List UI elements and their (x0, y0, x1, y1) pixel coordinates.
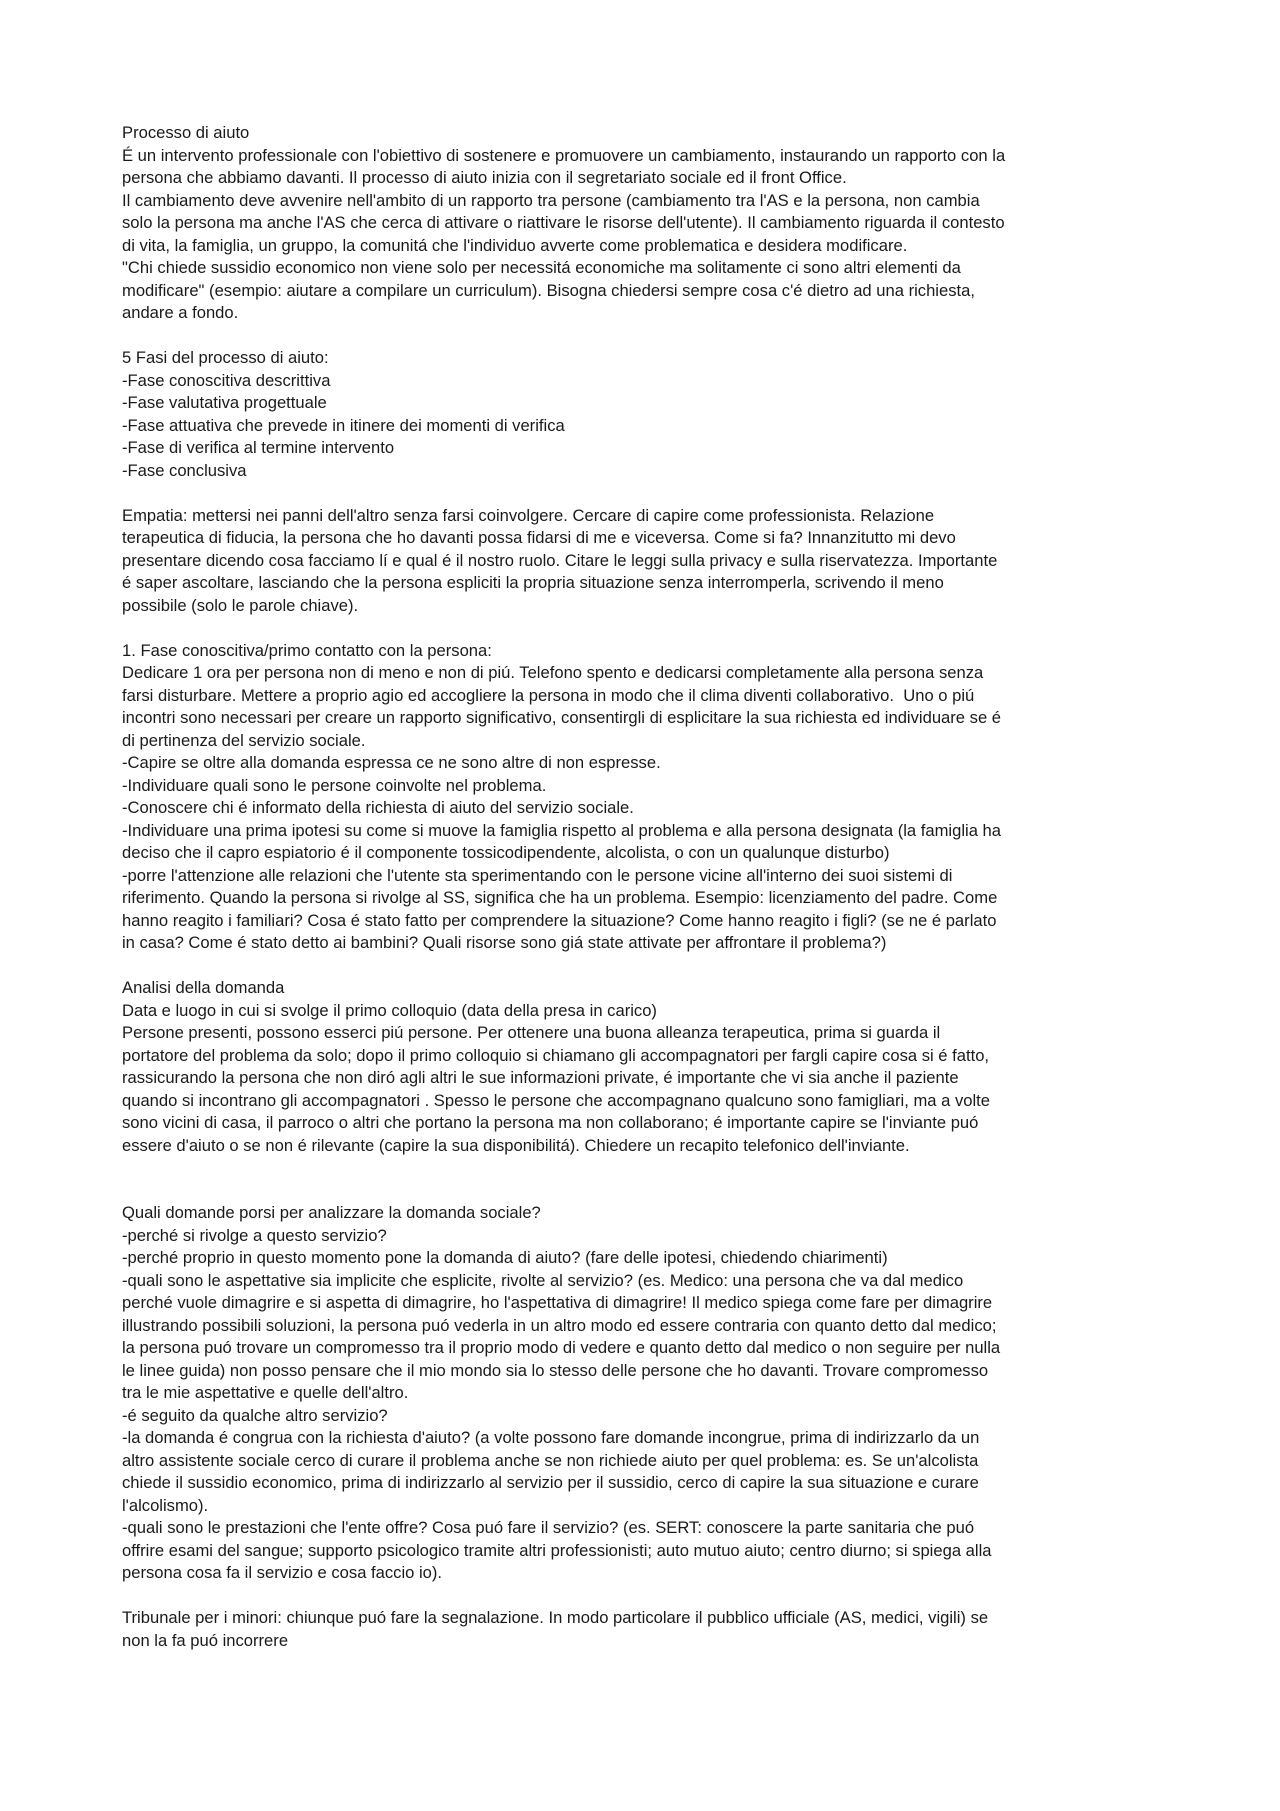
text-line: andare a fondo. (122, 303, 239, 322)
text-line: É un intervento professionale con l'obiettivo di sostenere e promuovere un cambiamento, instaurando un rapporto con la (122, 145, 1006, 165)
text-line: farsi disturbare. Mettere a proprio agio ed accogliere la persona in modo che il clima diventi collaborativo. Uno o piú (122, 685, 975, 705)
text-line: modificare" (esempio: aiutare a compilare un curriculum). Bisogna chiedersi sempre cosa c'é dietro ad una richiesta, (122, 280, 975, 300)
text-line: di pertinenza del servizio sociale. (122, 730, 366, 750)
text-line: sono vicini di casa, il parroco o altri che portano la persona ma non collaborano; é importante capire se l'inviante puó (122, 1113, 979, 1132)
text-line: Il cambiamento deve avvenire nell'ambito di un rapporto tra persone (cambiamento tra l'AS e la persona, non cambia (122, 190, 980, 210)
paragraph-spacer (122, 325, 1162, 348)
text-line: Quali domande porsi per analizzare la domanda sociale? (122, 1203, 541, 1222)
text-line: -porre l'attenzione alle relazioni che l'utente sta sperimentando con le persone vicine all'interno dei suoi sistemi di (122, 865, 953, 885)
paragraph-spacer (122, 482, 1162, 505)
text-line: essere d'aiuto o se non é rilevante (capire la sua disponibilitá). Chiedere un recapito telefonico dell'inviante. (122, 1135, 910, 1155)
text-line: incontri sono necessari per creare un rapporto significativo, consentirgli di esplicitare la sua richiesta ed individuare se é (122, 708, 1002, 727)
text-line: di vita, la famiglia, un gruppo, la comunitá che l'individuo avverte come problematica e desidera modificare. (122, 235, 908, 255)
text-line: -perché si rivolge a questo servizio? (122, 1225, 387, 1245)
text-line: riferimento. Quando la persona si rivolge al SS, significa che ha un problema. Esempio: licenziamento del padre. Come (122, 888, 998, 907)
text-line: hanno reagito i familiari? Cosa é stato fatto per comprendere la situazione? Come hanno reagito i figli? (se ne é parlato (122, 910, 997, 930)
text-line: altro assistente sociale cerco di curare il problema anche se non richiede aiuto per quel problema: es. Se un'alcolista (122, 1450, 979, 1470)
text-line: -Individuare quali sono le persone coinvolte nel problema. (122, 775, 547, 795)
text-line: -Fase di verifica al termine intervento (122, 438, 395, 457)
paragraph-spacer (122, 1157, 1162, 1202)
text-line: persona cosa fa il servizio e cosa faccio io). (122, 1563, 443, 1582)
text-line: l'alcolismo). (122, 1495, 209, 1515)
text-line: -Fase conclusiva (122, 460, 247, 480)
text-line: -é seguito da qualche altro servizio? (122, 1405, 388, 1425)
text-line: -Individuare una prima ipotesi su come si muove la famiglia rispetto al problema e alla persona designata (la famiglia ha (122, 820, 1002, 840)
text-line: terapeutica di fiducia, la persona che ho davanti possa fidarsi di me e viceversa. Come si fa? Innanzitutto mi devo (122, 528, 956, 547)
text-line: solo la persona ma anche l'AS che cerca di attivare o riattivare le risorse dell'utente). Il cambiamento riguarda il contesto (122, 213, 1005, 232)
text-line: possibile (solo le parole chiave). (122, 595, 359, 615)
text-line: Processo di aiuto (122, 123, 250, 142)
text-line: Tribunale per i minori: chiunque puó fare la segnalazione. In modo particolare il pubblico ufficiale (AS, medici, vigili) se (122, 1608, 989, 1627)
text-line: Empatia: mettersi nei panni dell'altro senza farsi coinvolgere. Cercare di capire come professionista. Relazione (122, 505, 935, 525)
text-line: -Fase valutativa progettuale (122, 393, 327, 412)
text-line: persona che abbiamo davanti. Il processo di aiuto inizia con il segretariato sociale ed il front Office. (122, 168, 847, 187)
text-line: illustrando possibili soluzioni, la persona puó vederla in un altro modo ed essere contraria con quanto detto dal medico; (122, 1315, 997, 1335)
text-line: -Fase attuativa che prevede in itinere dei momenti di verifica (122, 415, 565, 435)
text-line: deciso che il capro espiatorio é il componente tossicodipendente, alcolista, o con un qualunque disturbo) (122, 843, 890, 862)
text-line: le linee guida) non posso pensare che il mio mondo sia lo stesso delle persone che ho davanti. Trovare compromesso (122, 1360, 989, 1380)
text-line: Dedicare 1 ora per persona non di meno e non di piú. Telefono spento e dedicarsi completamente alla persona senza (122, 663, 984, 682)
text-line: la persona puó trovare un compromesso tra il proprio modo di vedere e quanto detto dal medico o non seguire per nulla (122, 1338, 1001, 1357)
text-line: rassicurando la persona che non diró agli altri le sue informazioni private, é importante che vi sia anche il paziente (122, 1068, 959, 1087)
text-line: in casa? Come é stato detto ai bambini? Quali risorse sono giá state attivate per affrontare il problema?) (122, 933, 887, 952)
text-line: 5 Fasi del processo di aiuto: (122, 348, 329, 367)
text-line: é saper ascoltare, lasciando che la persona espliciti la propria situazione senza interromperla, scrivendo il meno (122, 573, 944, 592)
text-line: portatore del problema da solo; dopo il primo colloquio si chiamano gli accompagnatori per fargli capire cosa si é fatto, (122, 1045, 990, 1065)
text-line: Data e luogo in cui si svolge il primo colloquio (data della presa in carico) (122, 1000, 657, 1020)
text-line: non la fa puó incorrere (122, 1630, 289, 1650)
text-line: quando si incontrano gli accompagnatori . Spesso le persone che accompagnano qualcuno sono famigliari, ma a volte (122, 1090, 991, 1110)
text-line: presentare dicendo cosa facciamo lí e qual é il nostro ruolo. Citare le leggi sulla privacy e sulla riservatezza. Importante (122, 550, 998, 570)
text-line: -quali sono le prestazioni che l'ente offre? Cosa puó fare il servizio? (es. SERT: conoscere la parte sanitaria che puó (122, 1518, 975, 1537)
paragraph-spacer (122, 617, 1162, 640)
text-line: -quali sono le aspettative sia implicite che esplicite, rivolte al servizio? (es. Medico: una persona che va dal medico (122, 1270, 964, 1290)
text-line: chiede il sussidio economico, prima di indirizzarlo al servizio per il sussidio, cerco di capire la sua situazione e curare (122, 1473, 979, 1492)
text-line: Analisi della domanda (122, 978, 285, 997)
text-line: -Capire se oltre alla domanda espressa ce ne sono altre di non espresse. (122, 753, 661, 772)
paragraph-spacer (122, 955, 1162, 978)
paragraph-spacer (122, 1585, 1162, 1608)
text-line: 1. Fase conoscitiva/primo contatto con la persona: (122, 640, 492, 660)
text-line: -la domanda é congrua con la richiesta d'aiuto? (a volte possono fare domande incongrue, prima di indirizzarlo da un (122, 1428, 980, 1447)
text-line: -Fase conoscitiva descrittiva (122, 370, 331, 390)
text-line: -perché proprio in questo momento pone la domanda di aiuto? (fare delle ipotesi, chiedendo chiarimenti) (122, 1248, 888, 1267)
text-line: tra le mie aspettative e quelle dell'altro. (122, 1383, 409, 1402)
text-line: offrire esami del sangue; supporto psicologico tramite altri professionisti; auto mutuo aiuto; centro diurno; si spiega alla (122, 1540, 992, 1560)
text-line: Persone presenti, possono esserci piú persone. Per ottenere una buona alleanza terapeutica, prima si guarda il (122, 1023, 941, 1042)
text-line: "Chi chiede sussidio economico non viene solo per necessitá economiche ma solitamente ci sono altri elementi da (122, 258, 961, 277)
text-line: -Conoscere chi é informato della richiesta di aiuto del servizio sociale. (122, 798, 634, 817)
text-line: perché vuole dimagrire e si aspetta di dimagrire, ho l'aspettativa di dimagrire! Il medico spiega come fare per dimagrire (122, 1293, 993, 1312)
document-page (122, 122, 1162, 1652)
